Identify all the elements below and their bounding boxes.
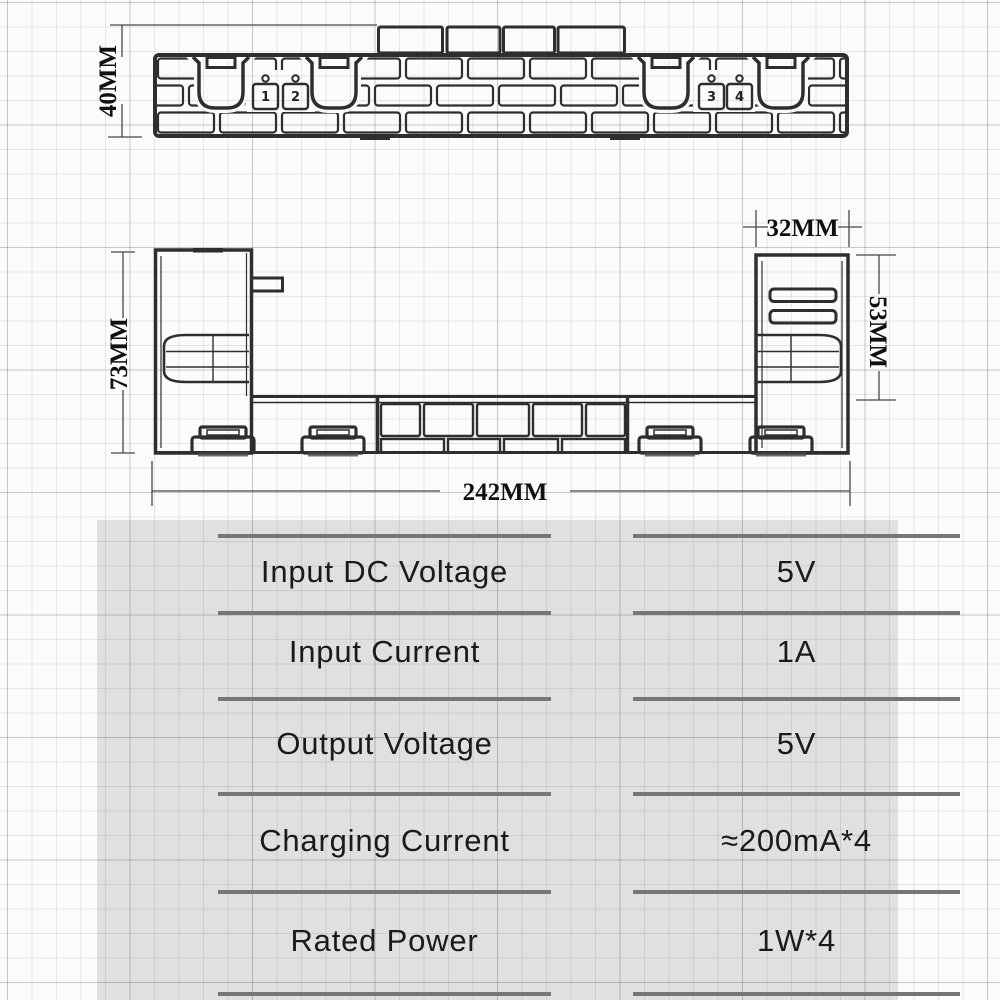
spec-value-output-voltage: 5V [776,726,817,761]
row-divider [218,611,551,615]
battery-cross-section-left [164,335,249,382]
dim-32mm [743,210,862,247]
spec-label-rated-power: Rated Power [290,923,479,958]
raised-block [379,27,625,53]
dim-53mm [856,255,896,400]
center-brick-section [378,397,628,453]
row-divider [218,534,551,538]
vent-slot [770,311,836,324]
dim-40mm-label: 40MM [95,44,122,118]
dim-242mm-label: 242MM [462,479,548,506]
spec-panel [97,520,898,1000]
row-divider [218,992,551,996]
body-tab [360,137,390,141]
spec-value-rated-power: 1W*4 [756,923,836,958]
row-divider [633,611,960,615]
side-latch-tab [252,278,283,291]
right-tower [756,255,848,453]
battery-cross-section-right [756,335,841,382]
spec-label-charging-current: Charging Current [259,823,510,858]
dim-32mm-label: 32MM [766,215,839,242]
body-tab [610,137,640,141]
row-divider [218,890,551,894]
dim-73mm-label: 73MM [106,317,133,391]
row-divider [218,697,551,701]
front-view-drawing [155,248,848,457]
vent-slot [770,289,836,302]
slot-number-2: 2 [290,90,301,105]
dim-73mm [106,252,135,453]
dim-242mm [152,461,850,506]
row-divider [218,792,551,796]
spec-label-input-current: Input Current [288,634,481,669]
row-divider [633,792,960,796]
row-divider [633,534,960,538]
top-view-drawing [155,27,847,140]
spec-value-input-dc-voltage: 5V [776,554,817,589]
slot-number-1: 1 [260,90,271,105]
slot-number-4: 4 [734,90,745,105]
spec-label-output-voltage: Output Voltage [276,726,493,761]
row-divider [633,697,960,701]
row-divider [633,992,960,996]
slot-number-3: 3 [706,90,717,105]
left-tower [156,248,283,453]
spec-value-input-current: 1A [776,634,817,669]
dim-53mm-label: 53MM [864,295,891,369]
spec-value-charging-current: ≈200mA*4 [721,823,872,858]
spec-label-input-dc-voltage: Input DC Voltage [260,554,509,589]
row-divider [633,890,960,894]
